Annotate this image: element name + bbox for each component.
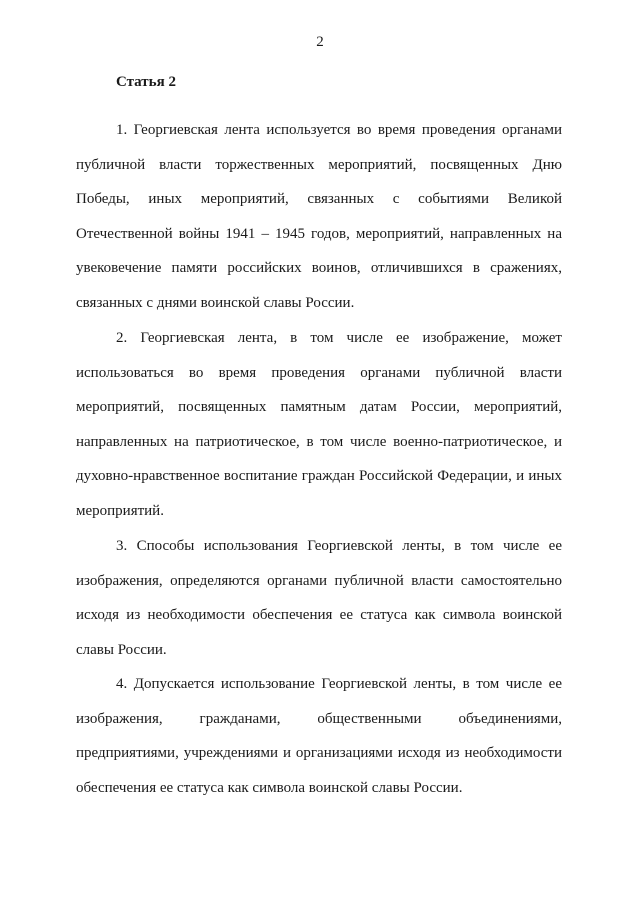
paragraph-2: 2. Георгиевская лента, в том числе ее изображение, может использоваться во время проведения органами публичной власти мероприятий, посвященных памятным датам России, мероприятий, направленных на патриотическое, в том числе военно-патриотическое, и духовно-нравственное воспитание граждан Российской Федерации, и иных мероприятий. <box>76 330 562 519</box>
paragraph-1: 1. Георгиевская лента используется во время проведения органами публичной власти торжественных мероприятий, посвященных Дню Победы, иных мероприятий, связанных с событиями Великой Отечественной войны 1941 – 1945 годов, мероприятий, направленных на увековечение памяти российских воинов, отличившихся в сражениях, связанных с днями воинской славы России. <box>76 122 562 311</box>
paragraph-4: 4. Допускается использование Георгиевской ленты, в том числе ее изображения, гражданами, общественными объединениями, предприятиями, учреждениями и организациями исходя из необходимости обеспечения ее статуса как символа воинской славы России. <box>76 676 562 796</box>
page-number: 2 <box>316 34 324 50</box>
paragraph-3: 3. Способы использования Георгиевской ленты, в том числе ее изображения, определяются органами публичной власти самостоятельно исходя из необходимости обеспечения ее статуса как символа воинской славы России. <box>76 538 562 658</box>
article-title: Статья 2 <box>116 74 176 90</box>
